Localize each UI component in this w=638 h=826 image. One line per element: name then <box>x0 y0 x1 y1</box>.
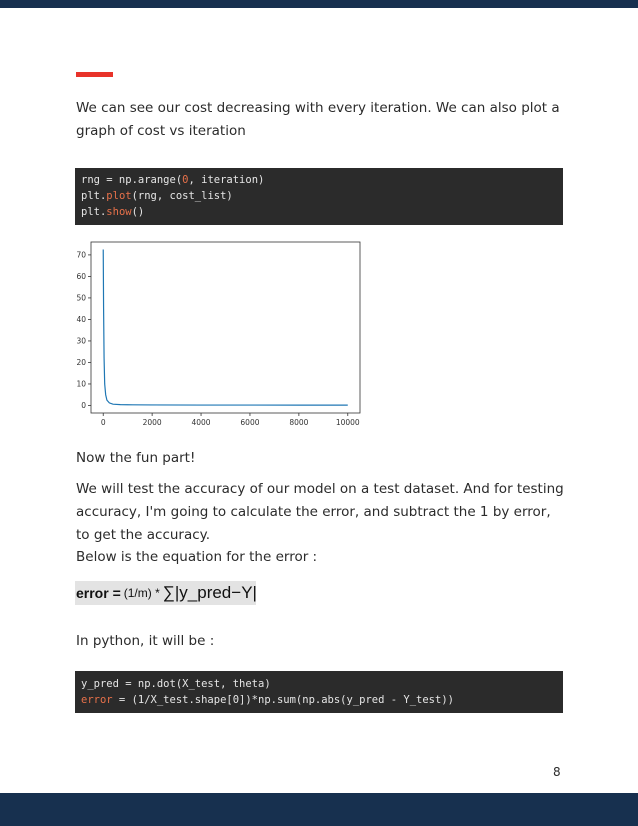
code-line: error = (1/X_test.shape[0])*np.sum(np.abs(y_pred - Y_test)) <box>81 694 454 706</box>
y-tick-label: 50 <box>76 293 86 303</box>
equation-sum: ∑|y_pred−Y| <box>162 583 257 602</box>
x-tick-label: 6000 <box>240 418 260 427</box>
y-tick-label: 40 <box>76 314 86 324</box>
y-tick-label: 60 <box>76 271 86 281</box>
x-tick-label: 8000 <box>289 418 309 427</box>
plot-frame <box>91 242 360 413</box>
python-text: In python, it will be : <box>76 633 215 649</box>
below-text: Below is the equation for the error : <box>76 549 318 565</box>
cost-vs-iteration-chart <box>68 238 368 430</box>
code-line: plt.plot(rng, cost_list) <box>81 190 233 202</box>
bottom-bar <box>0 793 638 826</box>
y-tick-label: 30 <box>76 336 86 346</box>
x-tick-label: 10000 <box>335 418 360 427</box>
page-number: 8 <box>553 765 561 779</box>
equation-factor: (1/m) * <box>123 586 160 600</box>
y-tick-label: 0 <box>81 400 86 410</box>
code-line: rng = np.arange(0, iteration) <box>81 174 265 186</box>
x-tick-label: 2000 <box>142 418 162 427</box>
error-equation <box>75 581 256 605</box>
top-bar <box>0 0 638 8</box>
y-tick-label: 70 <box>76 250 86 260</box>
intro-text: We can see our cost decreasing with every iteration. We can also plot a graph of cost vs iteration <box>76 100 560 139</box>
x-tick-label: 4000 <box>191 418 211 427</box>
equation-lhs: error = <box>76 585 121 601</box>
y-tick-label: 10 <box>76 379 86 389</box>
x-tick-label: 0 <box>100 418 106 427</box>
code-line: plt.show() <box>81 206 145 218</box>
code-block-error <box>75 671 563 713</box>
code-block-plot <box>75 168 563 225</box>
testing-text: We will test the accuracy of our model on a test dataset. And for testing accuracy, I'm going to calculate the error, and subtract the 1 by error, to get the accuracy. <box>76 481 564 543</box>
y-tick-label: 20 <box>76 357 86 367</box>
fun-part-text: Now the fun part! <box>76 450 196 466</box>
red-accent-bar <box>76 72 113 77</box>
code-line: y_pred = np.dot(X_test, theta) <box>81 678 271 690</box>
